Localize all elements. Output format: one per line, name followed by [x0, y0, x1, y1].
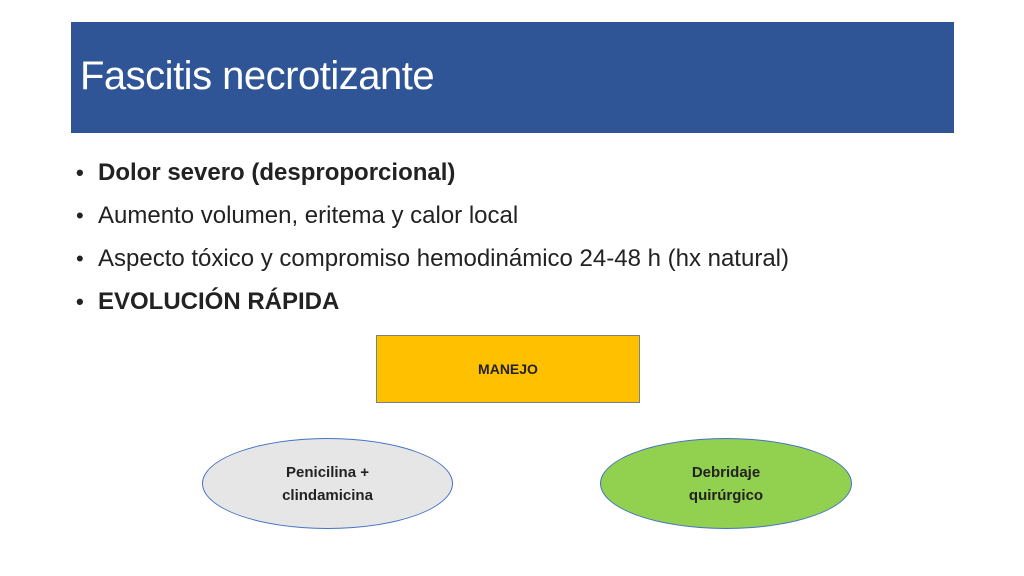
antibiotic-line-1: Penicilina +: [286, 463, 369, 481]
bullet-text: Aumento volumen, eritema y calor local: [98, 202, 519, 229]
bullet-item: [76, 237, 789, 280]
bullet-item: [76, 151, 789, 194]
bullet-item: [76, 280, 789, 323]
surgery-line-1: Debridaje: [691, 463, 761, 481]
antibiotic-line-2: clindamicina: [282, 486, 373, 504]
bullet-marker: •: [76, 246, 84, 271]
bullet-text: EVOLUCIÓN RÁPIDA: [98, 288, 340, 315]
bullet-marker: •: [76, 289, 84, 314]
surgery-oval: [600, 438, 852, 529]
bullet-list: [76, 151, 789, 323]
bullet-text: Dolor severo (desproporcional): [98, 159, 456, 186]
bullet-marker: •: [76, 160, 84, 185]
slide-title: Fascitis necrotizante: [80, 54, 435, 98]
bullet-item: [76, 194, 789, 237]
bullet-marker: •: [76, 203, 84, 228]
title-bar: [71, 22, 954, 133]
manejo-label: MANEJO: [478, 361, 538, 377]
antibiotic-oval: [202, 438, 453, 529]
bullet-text: Aspecto tóxico y compromiso hemodinámico 24-48 h (hx natural): [98, 245, 789, 272]
surgery-line-2: quirúrgico: [688, 486, 764, 504]
manejo-box: [376, 335, 640, 403]
